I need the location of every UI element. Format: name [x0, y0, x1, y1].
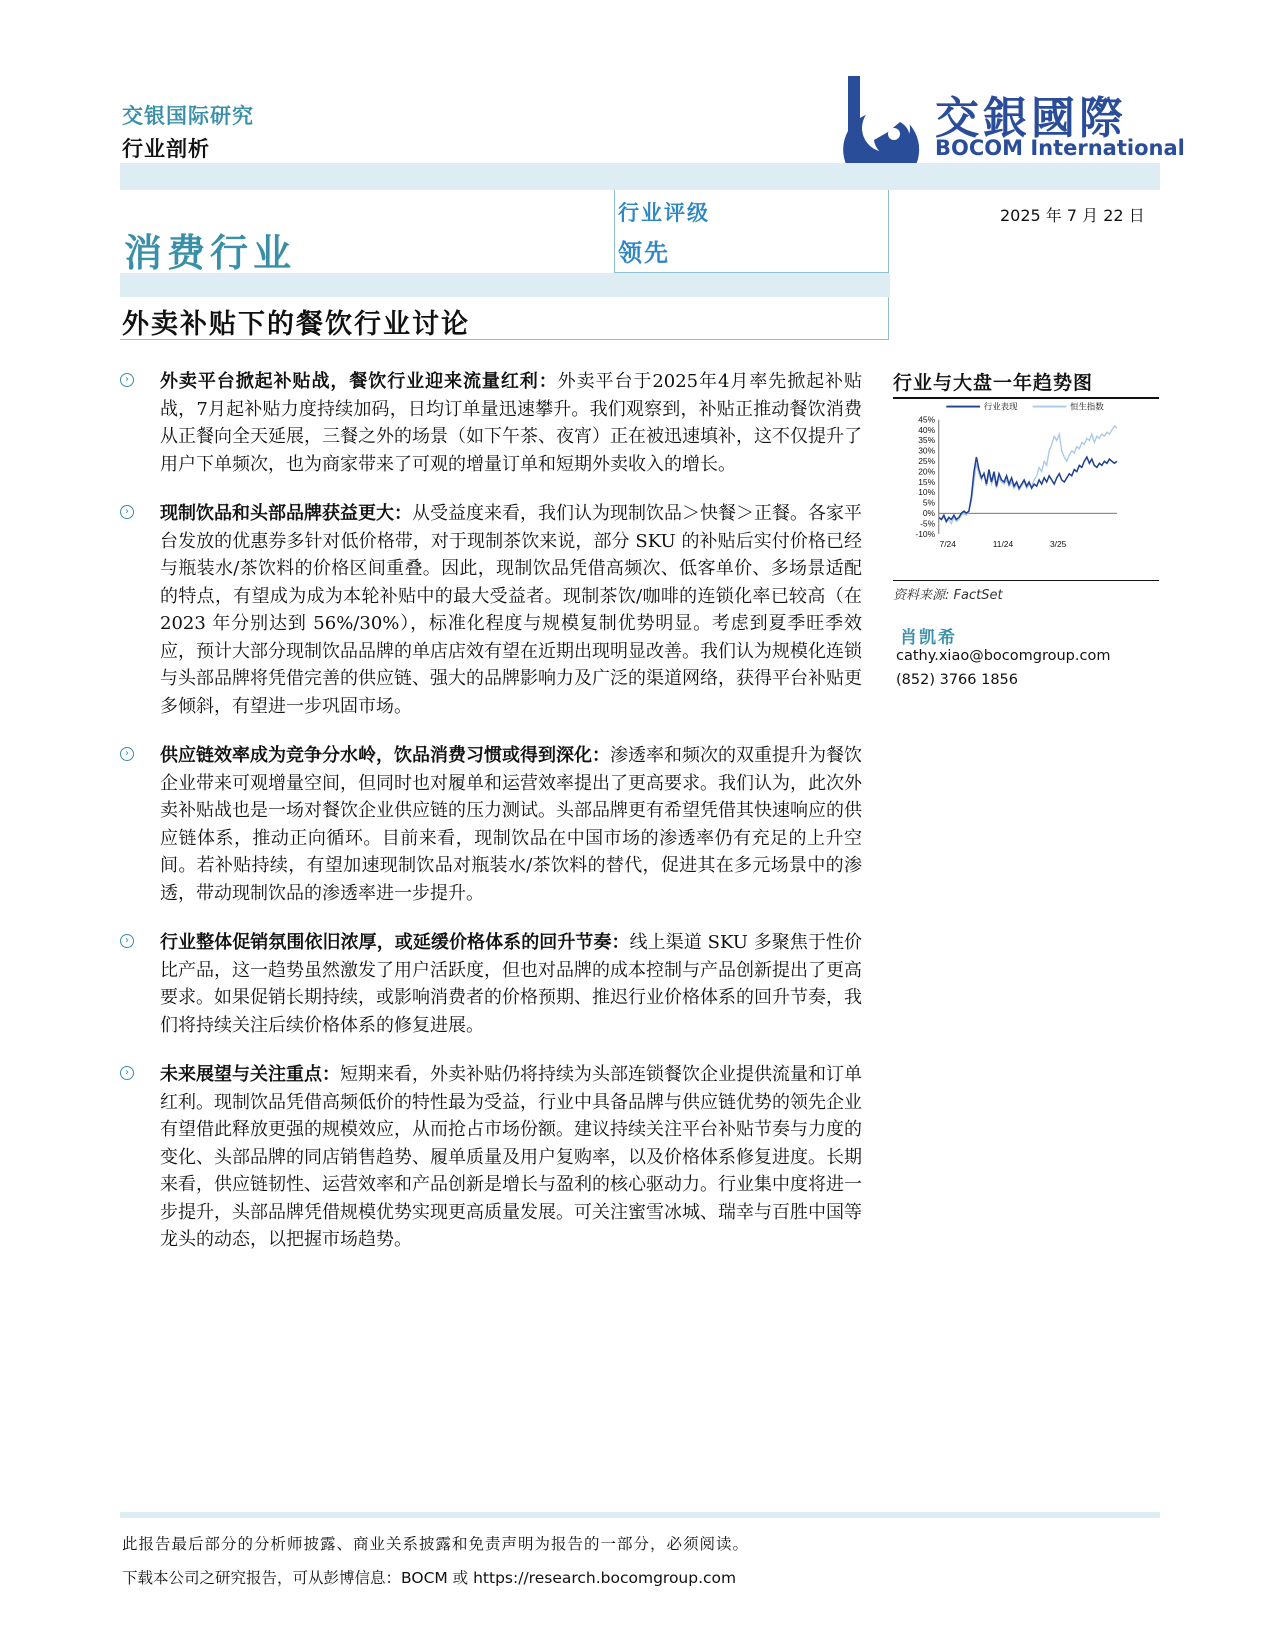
bullet-icon: › [120, 934, 134, 948]
firm-name: 交银国际研究 [122, 104, 254, 128]
chart-bottom-rule [893, 580, 1159, 581]
rating-divider [614, 190, 615, 273]
series-line [939, 426, 1117, 524]
y-tick-label: 5% [922, 497, 936, 508]
bullet-icon: › [120, 373, 134, 387]
bullet-text: 外卖平台于2025年4月率先掀起补贴战，7月起补贴力度持续加码，日均订单量迅速攀升。我们观察到，补贴正推动餐饮消费从正餐向全天延展，三餐之外的场景（如下午茶、夜宵）正在被迅速填补，这不仅提升了用户下单频次，也为商家带来了可观的增量订单和短期外卖收入的增长。 [160, 371, 862, 475]
bullet-heading: 现制饮品和头部品牌获益更大： [160, 503, 412, 524]
analyst-name: 肖凯希 [900, 628, 957, 648]
analyst-email[interactable]: cathy.xiao@bocomgroup.com [896, 648, 1111, 664]
y-tick-label: 45% [918, 414, 936, 425]
chart-source: 资料来源: FactSet [893, 588, 1003, 603]
bullet-point [120, 500, 862, 720]
logo-chinese-text: 交銀國際 [935, 93, 1127, 144]
y-tick-label: -10% [915, 528, 936, 539]
footer-band [120, 1512, 1160, 1518]
legend-label: 行业表现 [983, 401, 1018, 412]
bullet-heading: 行业整体促销氛围依旧浓厚，或延缓价格体系的回升节奏： [160, 932, 630, 953]
trend-chart [893, 399, 1159, 579]
y-tick-label: 35% [918, 435, 936, 446]
bullet-icon: › [120, 505, 134, 519]
y-tick-label: 0% [922, 508, 936, 519]
disclaimer-note: 此报告最后部分的分析师披露、商业关系披露和免责声明为报告的一部分，必须阅读。 [122, 1535, 750, 1553]
chart-title: 行业与大盘一年趋势图 [893, 372, 1094, 394]
header-band [120, 163, 1160, 190]
download-note: 下载本公司之研究报告，可从彭博信息：BOCM 或 https://research.bocomgroup.com [122, 1569, 737, 1587]
logo-english-text: BOCOM International [935, 136, 1185, 160]
sector-name: 消费行业 [124, 230, 297, 275]
bullet-point [120, 742, 862, 907]
bullet-point [120, 929, 862, 1039]
document-type: 行业剖析 [122, 137, 210, 161]
bullet-heading: 供应链效率成为竞争分水岭，饮品消费习惯或得到深化： [160, 745, 610, 766]
key-points [120, 368, 862, 1276]
bullet-icon: › [120, 1066, 134, 1080]
legend-label: 恒生指数 [1070, 401, 1104, 412]
y-tick-label: 10% [918, 487, 936, 498]
bullet-icon: › [120, 747, 134, 761]
bullet-text: 短期来看，外卖补贴仍将持续为头部连锁餐饮企业提供流量和订单红利。现制饮品凭借高频低价的特性最为受益，行业中具备品牌与供应链优势的领先企业有望借此释放更强的规模效应，从而抢占市场份额。建议持续关注平台补贴节奏与力度的变化、头部品牌的同店销售趋势、履单质量及用户复购率，以及价格体系修复进度。长期来看，供应链韧性、运营效率和产品创新是增长与盈利的核心驱动力。行业集中度将进一步提升，头部品牌凭借规模优势实现更高质量发展。可关注蜜雪冰城、瑞幸与百胜中国等龙头的动态，以把握市场趋势。 [160, 1064, 862, 1250]
y-tick-label: 30% [918, 445, 936, 456]
y-tick-label: 20% [918, 466, 936, 477]
report-date: 2025 年 7 月 22 日 [1000, 206, 1145, 225]
analyst-phone: (852) 3766 1856 [896, 672, 1019, 688]
bullet-heading: 未来展望与关注重点： [160, 1064, 340, 1085]
report-title: 外卖补贴下的餐饮行业讨论 [122, 309, 470, 340]
bullet-point [120, 368, 862, 478]
bullet-heading: 外卖平台掀起补贴战，餐饮行业迎来流量红利： [160, 371, 558, 392]
x-tick-label: 7/24 [939, 539, 956, 550]
y-tick-label: 40% [918, 424, 936, 435]
series-line [939, 457, 1117, 522]
y-tick-label: 15% [918, 476, 936, 487]
bullet-text: 渗透率和频次的双重提升为餐饮企业带来可观增量空间，但同时也对履单和运营效率提出了更高要求。我们认为，此次外卖补贴战也是一场对餐饮企业供应链的压力测试。头部品牌更有希望凭借其快速响应的供应链体系，推动正向循环。目前来看，现制饮品在中国市场的渗透率仍有充足的上升空间。若补贴持续，有望加速现制饮品对瓶装水/茶饮料的替代，促进其在多元场景中的渗透，带动现制饮品的渗透率进一步提升。 [160, 745, 862, 904]
bullet-text: 线上渠道 SKU 多聚焦于性价比产品，这一趋势虽然激发了用户活跃度，但也对品牌的成本控制与产品创新提出了更高要求。如果促销长期持续，或影响消费者的价格预期、推迟行业价格体系的回升节奏，我们将持续关注后续价格体系的修复进展。 [160, 932, 863, 1036]
rating-label: 行业评级 [618, 201, 710, 225]
rating-value: 领先 [618, 239, 670, 267]
y-tick-label: 25% [918, 456, 936, 467]
bullet-point [120, 1061, 862, 1254]
bullet-text: 从受益度来看，我们认为现制饮品＞快餐＞正餐。各家平台发放的优惠券多针对低价格带，对于现制茶饮来说，部分 SKU 的补贴后实付价格已经与瓶装水/茶饮料的价格区间重叠。因此，现制饮品凭借高频次、低客单价、多场景适配的特点，有望成为成为本轮补贴中的最大受益者。现制茶饮/咖啡的连锁化率已较高（在 2023 年分别达到 56%/30%），标准化程度与规模复制优势明显。考虑到夏季旺季效应，预计大部分现制饮品品牌的单店店效有望在近期出现明显改善。我们认为规模化连锁与头部品牌将凭借完善的供应链、强大的品牌影响力及广泛的渠道网络，获得平台补贴更多倾斜，有望进一步巩固市场。 [160, 503, 862, 717]
title-divider [888, 190, 889, 340]
y-tick-label: -5% [920, 518, 936, 529]
x-tick-label: 11/24 [992, 539, 1014, 550]
x-tick-label: 3/25 [1049, 539, 1067, 550]
